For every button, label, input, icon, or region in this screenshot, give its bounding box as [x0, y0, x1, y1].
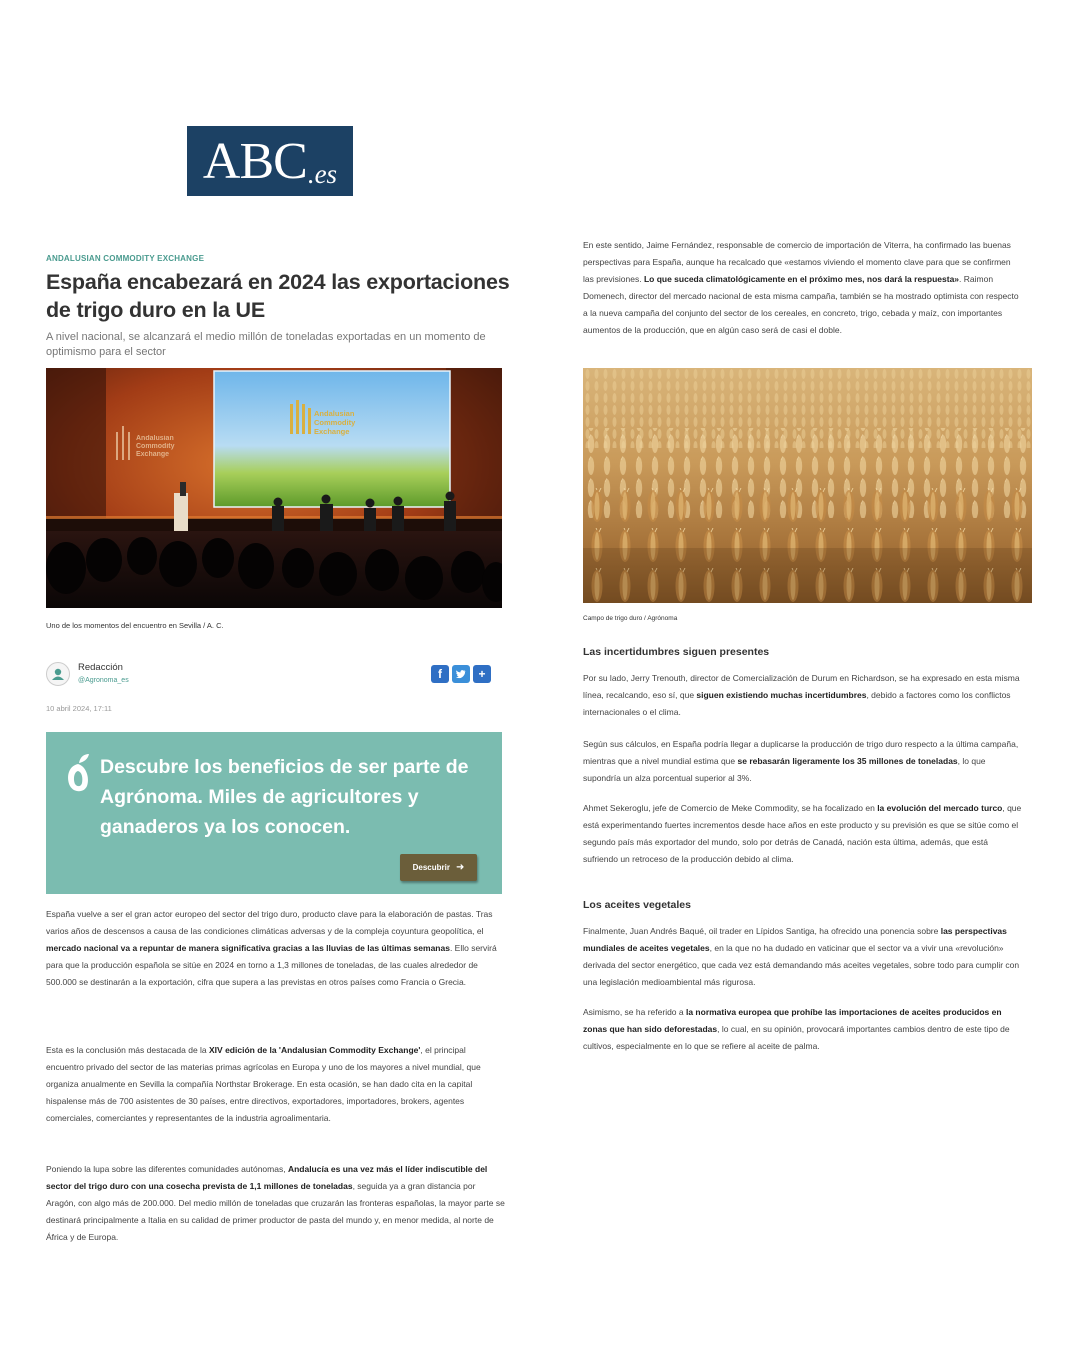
screen-text-1: Andalusian	[314, 409, 355, 418]
author-avatar	[46, 662, 70, 686]
side-text-2: Commodity	[136, 443, 175, 450]
side-text-3: Exchange	[136, 451, 170, 458]
body-paragraph-7: Ahmet Sekeroglu, jefe de Comercio de Meke Commodity, se ha focalizado en la evolución del mercado turco, que está experimentando fuertes incrementos desde hace años en este producto y su previsión es que se sitúe como el segundo país más exportador del mundo, solo por detrás de Canadá, nación esta última, además, que está sufriendo un retroceso de la producción debido al clima.	[583, 803, 1022, 864]
section-heading-2: Los aceites vegetales	[583, 899, 691, 911]
screen-text-2: Commodity	[314, 418, 356, 427]
plus-icon[interactable]: +	[473, 665, 491, 683]
twitter-icon[interactable]	[452, 665, 470, 683]
side-text-1: Andalusian	[136, 435, 174, 442]
body-paragraph-9: Asimismo, se ha referido a la normativa europea que prohíbe las importaciones de aceites producidos en zonas que han sido deforestadas, lo cual, en su opinión, provocará importantes cambios dentro de este tipo de cultivos, especialmente en lo que se refiere al aceite de palma.	[583, 1007, 1010, 1051]
descubrir-button[interactable]: Descubrir ➜	[400, 854, 477, 881]
screen-text-3: Exchange	[314, 427, 350, 436]
wheat-field-photo	[583, 368, 1032, 603]
article-kicker[interactable]: ANDALUSIAN COMMODITY EXCHANGE	[46, 254, 205, 263]
body-paragraph-5: Por su lado, Jerry Trenouth, director de Comercialización de Durum en Richardson, se ha expresado en esta misma línea, recalcando, eso sí, que siguen existiendo muchas incertidumbres, debido a factores como los conflictos internacionales o el clima.	[583, 673, 1020, 717]
conference-photo	[46, 368, 502, 608]
article-headline: España encabezará en 2024 las exportaciones de trigo duro en la UE	[46, 270, 510, 322]
promo-text: Descubre los beneficios de ser parte de Agrónoma. Miles de agricultores y ganaderos ya los conocen.	[100, 756, 469, 838]
body-paragraph-8: Finalmente, Juan Andrés Baqué, oil trader en Lípidos Santiga, ha ofrecido una ponencia sobre las perspectivas mundiales de aceites vegetales, en la que no ha dudado en vaticinar que el sector va a vivir una «revolución» derivada del sector energético, que cada vez está demandando más aceites vegetales, sobre todo para cumplir con una legislación medioambiental más rigurosa.	[583, 926, 1020, 987]
author-handle[interactable]: @Agronoma_es	[78, 677, 129, 684]
facebook-icon[interactable]: f	[431, 665, 449, 683]
section-heading-1: Las incertidumbres siguen presentes	[583, 646, 770, 658]
abc-logo[interactable]: ABC .es	[187, 126, 353, 196]
body-paragraph-2: Esta es la conclusión más destacada de la XIV edición de la 'Andalusian Commodity Exchange', el principal encuentro privado del sector de las materias primas agrícolas en Europa y uno de los mayores a nivel mundial, que organiza anualmente en Sevilla la compañía Northstar Brokerage. En esta ocasión, se han dado cita en la capital hispalense más de 700 asistentes de 30 países, entre directivos, exportadores, importadores, brokers, agentes comerciales, comerciantes y representantes de la industria agroalimentaria.	[46, 1045, 481, 1123]
author-name[interactable]: Redacción	[78, 662, 123, 673]
body-paragraph-6: Según sus cálculos, en España podría llegar a duplicarse la producción de trigo duro respecto a la última campaña, mientras que a nivel mundial estima que se rebasarán ligeramente los 35 millones de toneladas, lo que supondría un alza porcentual superior al 3%.	[583, 739, 1019, 783]
article-subheadline: A nivel nacional, se alcanzará el medio millón de toneladas exportadas en un momento de optimismo para el sector	[46, 331, 486, 358]
body-paragraph-3: Poniendo la lupa sobre las diferentes comunidades autónomas, Andalucía es una vez más el líder indiscutible del sector del trigo duro con una cosecha prevista de 1,1 millones de toneladas, seguida ya a gran distancia por Aragón, con algo más de 200.000. Del medio millón de toneladas que cruzarán las fronteras españolas, la mayor parte se destinará principalmente a Italia en su calidad de primer productor de pasta del mundo y, en menor medida, al norte de África y de Europa.	[46, 1164, 505, 1242]
user-icon	[47, 663, 69, 685]
body-paragraph-1: España vuelve a ser el gran actor europeo del sector del trigo duro, producto clave para la elaboración de pastas. Tras varios años de descensos a causa de las condiciones climáticas adversas y de la compleja coyuntura geopolítica, el mercado nacional va a repuntar de manera significativa gracias a las lluvias de las últimas semanas. Ello servirá para que la producción española se sitúe en 2024 en torno a 1,3 millones de toneladas, de las cuales alrededor de 500.000 se destinarán a la exportación, cifra que supera a las previstas en otros países como Francia o Grecia.	[46, 909, 497, 987]
wheat-photo-caption: Campo de trigo duro / Agrónoma	[583, 615, 678, 622]
arrow-right-icon: ➜	[455, 862, 465, 873]
article-date: 10 abril 2024, 17:11	[46, 704, 112, 713]
body-paragraph-4: En este sentido, Jaime Fernández, responsable de comercio de importación de Viterra, ha confirmado las buenas perspectivas para España, aunque ha recalcado que «estamos viviendo el momento clave para que se confirmen las previsiones. Lo que suceda climatológicamente en el próximo mes, nos dará la respuesta». Raimon Domenech, director del mercado nacional de esta misma campaña, también se ha mostrado optimista con respecto a la nueva campaña del conjunto del sector de los cereales, en concreto, trigo, cebada y maíz, con importantes aumentos de la producción, que en algún caso será de casi el doble.	[583, 240, 1019, 335]
conference-photo-caption: Uno de los momentos del encuentro en Sevilla / A. C.	[46, 621, 224, 630]
agronoma-logo-icon	[64, 752, 94, 801]
